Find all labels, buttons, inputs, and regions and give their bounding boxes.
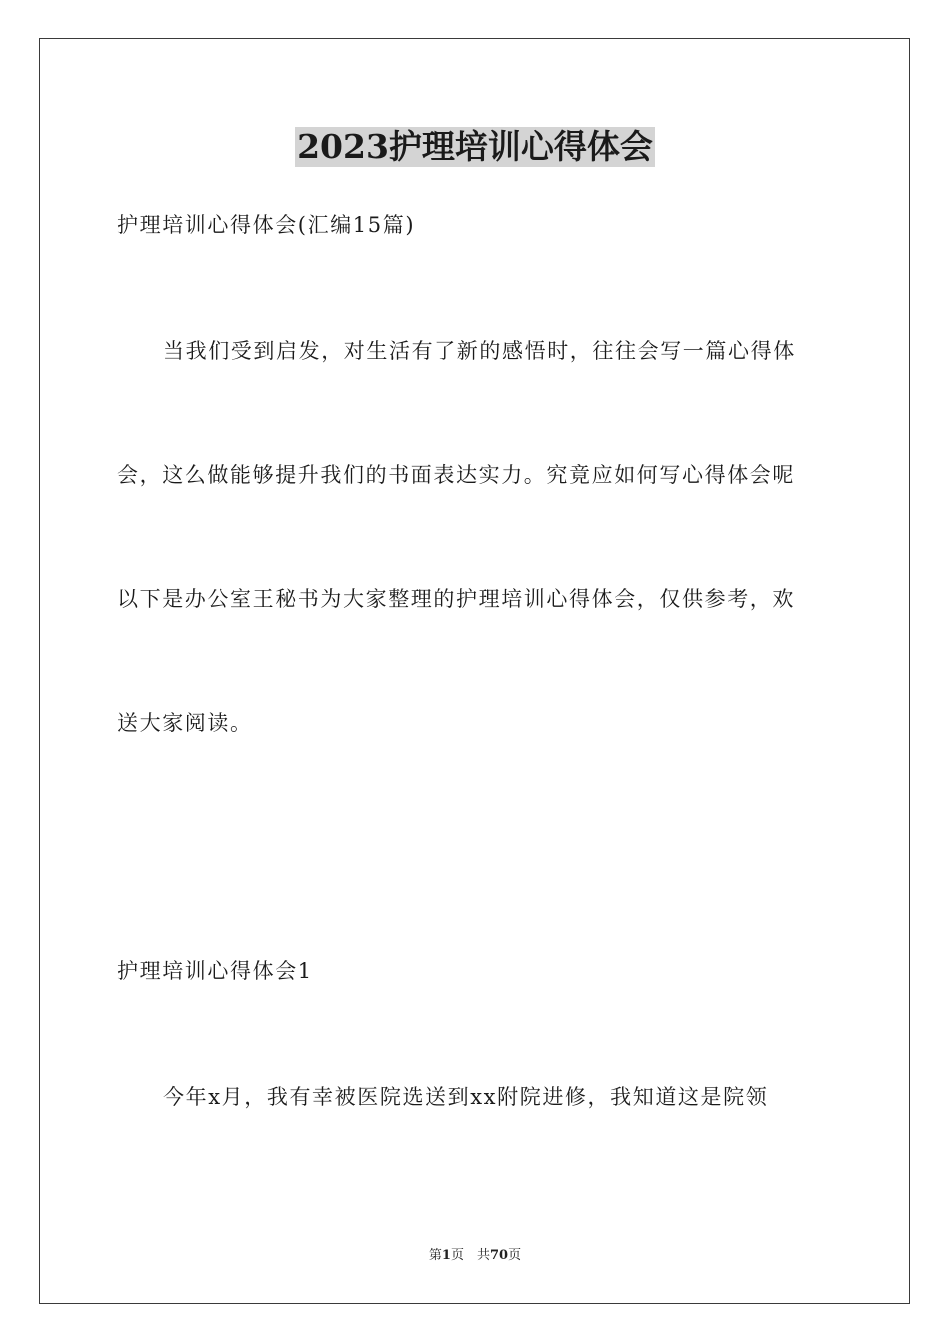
footer-current-page: 1	[441, 1248, 451, 1263]
footer-page-suffix: 页 共	[450, 1248, 490, 1263]
footer-total-suffix: 页	[508, 1248, 522, 1263]
document-subtitle: 护理培训心得体会(汇编15篇)	[117, 213, 416, 237]
intro-line-2: 会，这么做能够提升我们的书面表达实力。究竟应如何写心得体会呢	[117, 463, 795, 487]
page-footer	[0, 1248, 950, 1264]
document-title: 2023护理培训心得体会	[297, 127, 653, 166]
intro-line-3: 以下是办公室王秘书为大家整理的护理培训心得体会，仅供参考，欢	[117, 587, 795, 611]
footer-total-pages: 70	[489, 1248, 509, 1263]
section-first-line: 今年x月，我有幸被医院选送到xx附院进修，我知道这是院领	[163, 1085, 769, 1109]
section-heading: 护理培训心得体会1	[117, 959, 313, 983]
title-container	[0, 127, 950, 167]
intro-line-1: 当我们受到启发，对生活有了新的感悟时，往往会写一篇心得体	[163, 339, 796, 363]
intro-line-4: 送大家阅读。	[117, 711, 253, 735]
footer-prefix: 第	[428, 1248, 442, 1263]
